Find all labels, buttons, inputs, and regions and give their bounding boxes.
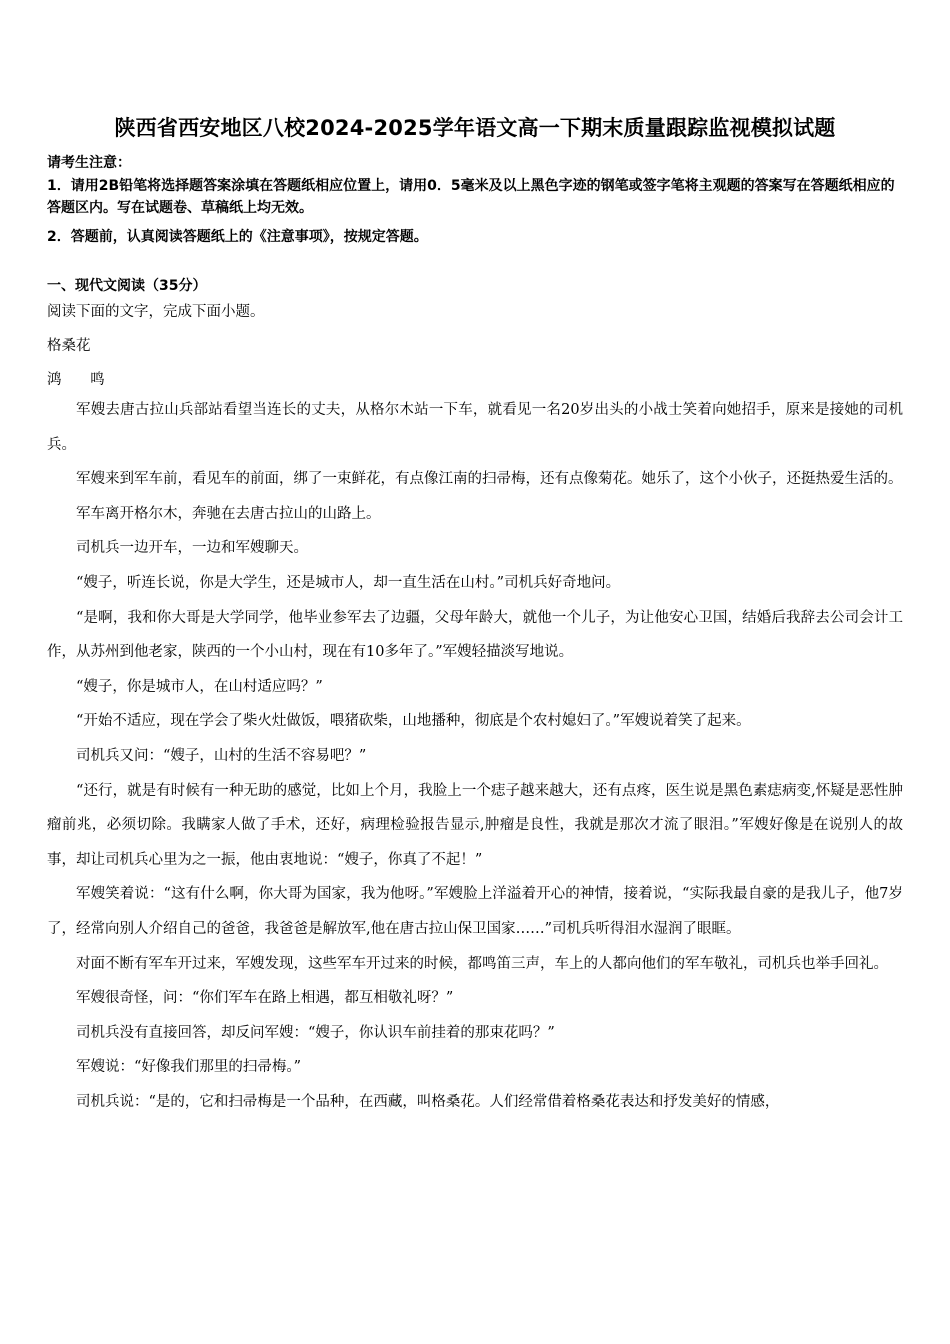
paragraph: 对面不断有军车开过来，军嫂发现，这些军车开过来的时候，都鸣笛三声，车上的人都向他们的军车敬礼，司机兵也举手回礼。 xyxy=(76,955,888,972)
paragraph: 司机兵又问：“嫂子，山村的生活不容易吧？” xyxy=(76,747,367,764)
paragraph: 军嫂去唐古拉山兵部站看望当连长的丈夫，从格尔木站一下车，就看见一名20岁出头的小战士笑着向她招手，原来是接她的司机兵。 xyxy=(47,402,903,453)
paragraph: “开始不适应，现在学会了柴火灶做饭，喂猪砍柴，山地播种，彻底是个农村媳妇了。”军嫂说着笑了起来。 xyxy=(76,713,751,730)
paragraph: 军车离开格尔木，奔驰在去唐古拉山的山路上。 xyxy=(76,505,381,522)
paragraph: 军嫂笑着说：“这有什么啊，你大哥为国家，我为他呀。”军嫂脸上洋溢着开心的神情，接着说，“实际我最自豪的是我儿子，他7岁了，经常向别人介绍自己的爸爸，我爸爸是解放军,他在唐古拉山保卫国家……”司机兵听得泪水湿润了眼眶。 xyxy=(47,886,903,937)
notice-item-1: 1．请用2B铅笔将选择题答案涂填在答题纸相应位置上，请用0．5毫米及以上黑色字迹的钢笔或签字笔将主观题的答案写在答题纸相应的答题区内。写在试题卷、草稿纸上均无效。 xyxy=(47,178,895,216)
passage-author: 鸿 鸣 xyxy=(47,372,117,388)
paragraph: “是啊，我和你大哥是大学同学，他毕业参军去了边疆，父母年龄大，就他一个儿子，为让他安心卫国，结婚后我辞去公司会计工作，从苏州到他老家，陕西的一个小山村，现在有10多年了。”军嫂轻描淡写地说。 xyxy=(47,609,903,661)
paragraph: 司机兵说：“是的，它和扫帚梅是一个品种，在西藏，叫格桑花。人们经常借着格桑花表达和抒发美好的情感， xyxy=(76,1093,780,1110)
paragraph: “嫂子，听连长说，你是大学生，还是城市人，却一直生活在山村。”司机兵好奇地问。 xyxy=(76,574,621,591)
notice-item-2: 2．答题前，认真阅读答题纸上的《注意事项》，按规定答题。 xyxy=(47,229,428,245)
passage-title: 格桑花 xyxy=(47,338,91,354)
reading-instruction: 阅读下面的文字，完成下面小题。 xyxy=(47,304,265,320)
exam-title: 陕西省西安地区八校2024-2025学年语文高一下期末质量跟踪监视模拟试题 xyxy=(114,116,836,140)
paragraph: 司机兵没有直接回答，却反问军嫂：“嫂子，你认识车前挂着的那束花吗？” xyxy=(76,1024,555,1041)
section-heading: 一、现代文阅读（35分） xyxy=(47,278,207,294)
paragraph: 军嫂来到军车前，看见车的前面，绑了一束鲜花，有点像江南的扫帚梅，还有点像菊花。她乐了，这个小伙子，还挺热爱生活的。 xyxy=(76,471,903,488)
paragraph: 军嫂很奇怪，问：“你们军车在路上相遇，都互相敬礼呀？” xyxy=(76,990,454,1007)
paragraph: 军嫂说：“好像我们那里的扫帚梅。” xyxy=(76,1059,302,1076)
paragraph: “嫂子，你是城市人，在山村适应吗？” xyxy=(76,678,323,695)
paragraph: 司机兵一边开车，一边和军嫂聊天。 xyxy=(76,540,308,557)
paragraph: “还行，就是有时候有一种无助的感觉，比如上个月，我脸上一个痣子越来越大，还有点疼，医生说是黑色素痣病变,怀疑是恶性肿瘤前兆，必须切除。我瞒家人做了手术，还好，病理检验报告显示,肿瘤是良性，我就是那次才流了眼泪。”军嫂好像是在说别人的故事，却让司机兵心里为之一振，他由衷地说：“嫂子，你真了不起！” xyxy=(47,782,903,868)
notice-heading: 请考生注意： xyxy=(47,155,131,171)
passage-body xyxy=(47,393,903,1119)
